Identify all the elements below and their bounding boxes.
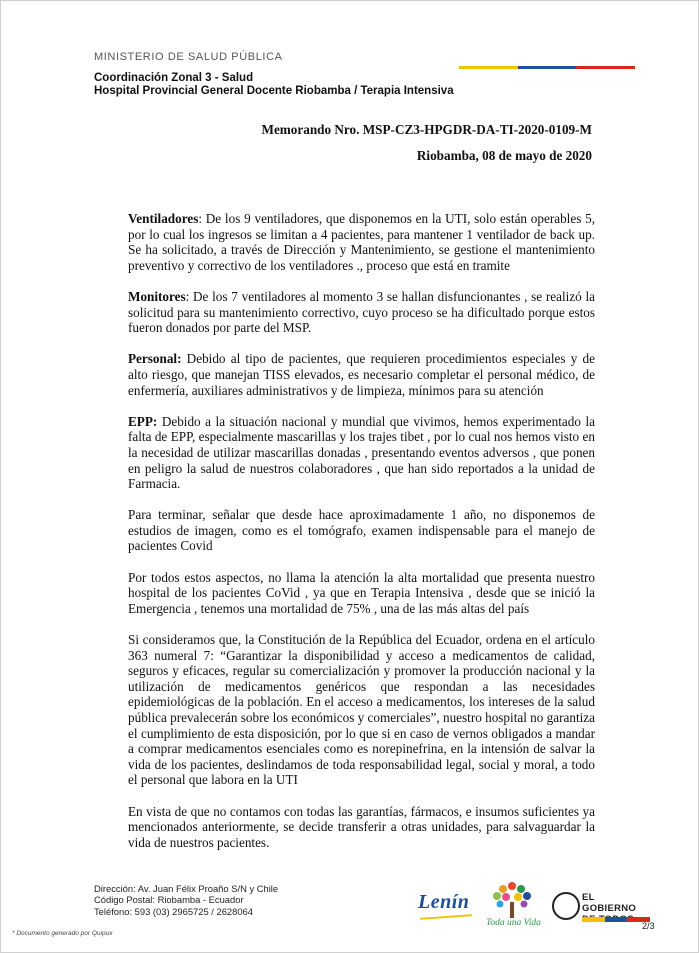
- flag-color-bar: [459, 66, 635, 69]
- memo-body: [128, 211, 595, 866]
- label-personal: Personal:: [128, 351, 182, 367]
- gobierno-emblem-icon: [552, 892, 580, 920]
- page-number: 2/3: [642, 921, 655, 931]
- memo-date: Riobamba, 08 de mayo de 2020: [416, 148, 592, 163]
- gobierno-flag-stripes: [582, 917, 650, 922]
- lenin-logo: Lenín: [418, 891, 470, 913]
- flag-yellow-stripe: [459, 66, 518, 69]
- memo-number: Memorando Nro. MSP-CZ3-HPGDR-DA-TI-2020-0109-M: [261, 122, 592, 137]
- label-monitores: Monitores: [128, 288, 186, 304]
- paragraph-epp: [128, 414, 595, 492]
- gob-blue-stripe: [605, 917, 628, 922]
- generated-by-note: * Documento generado por Quipux: [12, 930, 113, 937]
- label-ventiladores: Ventiladores: [128, 211, 199, 226]
- footer-phone: Teléfono: 593 (03) 2965725 / 2628064: [94, 905, 253, 917]
- footer-postal: Código Postal: Riobamba - Ecuador: [94, 894, 244, 906]
- paragraph-imagen: Para terminar, señalar que desde hace aproximadamente 1 año, no disponemos de estudios de imagen, como es el tomógrafo, examen indispensable para el manejo de pacientes Covid: [128, 507, 595, 554]
- paragraph-personal: [128, 351, 595, 398]
- ministry-name: MINISTERIO DE SALUD PÚBLICA: [94, 51, 283, 63]
- text-monitores: : De los 7 ventiladores al momento 3 se hallan disfuncionantes , se realizó la solicitud para su mantenimiento correctivo, cuyo proceso se ha dificultado porque estos fueron donados por parte del MSP.: [128, 288, 595, 336]
- label-epp: EPP:: [128, 413, 158, 429]
- text-personal: Debido al tipo de pacientes, que requieren procedimientos especiales y de alto riesgo, que manejan TISS elevados, es necesario completar el personal médico, de enfermería, auxiliares administrativos y de limpieza, mínimos para su atención: [128, 351, 595, 398]
- text-epp: Debido a la situación nacional y mundial que vivimos, hemos experimentado la falta de EPP, especialmente mascarillas y los trajes tibet , por lo cual nos hemos visto en la necesidad de utilizar mascarillas donadas , presentando eventos adversos , que ponen en peligro la salud de nuestros colaboradores , que han sido reportados a la unidad de Farmacia.: [128, 413, 595, 492]
- footer-address: Dirección: Av. Juan Félix Proaño S/N y Chile: [94, 883, 279, 894]
- org-line-2: Hospital Provincial General Docente Riobamba / Terapia Intensiva: [94, 85, 454, 97]
- gobierno-line-1: EL GOBIERNO: [582, 892, 637, 914]
- paragraph-mortalidad: Por todos estos aspectos, no llama la atención la alta mortalidad que presenta nuestro hospital de los pacientes CoVid , ya que en Terapia Intensiva , desde que se inició la Emergencia , tenemos una mortalidad de 75% , una de las más altas del país: [128, 569, 595, 616]
- paragraph-monitores: [128, 289, 595, 336]
- org-line-1: Coordinación Zonal 3 - Salud: [94, 72, 254, 84]
- footer-contact: [94, 883, 278, 917]
- paragraph-constitucion: Si consideramos que, la Constitución de la República del Ecuador, ordena en el artículo 363 numeral 7: “Garantizar la disponibilidad y acceso a medicamentos de calidad, seguros y eficaces, regular su comercialización y promover la producción nacional y la utilización de medicamentos genéricos que respondan a las necesidades epidemiológicas de la población. En el acceso a medicamentos, los intereses de la salud pública prevalecerán sobre los económicos y comerciales”, nuestro hospital no garantiza el cumplimiento de esta disposición, por lo que si en caso de vernos obligados a mandar a comprar medicamentos esenciales como es norepinefrina, en la intensión de salvar la vida de los pacientes, deslindamos de toda responsabilidad legal, social y moral, a todo el personal que labora en la UTI: [128, 632, 595, 788]
- gob-yellow-stripe: [582, 917, 605, 922]
- toda-una-vida-logo: Toda una Vida: [486, 918, 541, 928]
- flag-blue-stripe: [518, 66, 577, 69]
- flag-red-stripe: [576, 66, 635, 69]
- paragraph-ventiladores: [128, 211, 595, 273]
- paragraph-conclusion: En vista de que no contamos con todas las garantías, fármacos, e insumos suficientes ya mencionados anteriormente, se decide transferir a otras unidades, para salvaguardar la vida de nuestros pacientes.: [128, 803, 595, 850]
- gobierno-de-todos-logo: [552, 890, 644, 928]
- text-ventiladores: : De los 9 ventiladores, que disponemos en la UTI, solo están operables 5, por lo cual los ingresos se limitan a 4 pacientes, para mantener 1 ventilador de back up. Se ha solicitado, a través de Dirección y Mantenimiento, se gestione el mantenimiento preventivo y correctivo de los ventiladores ., proceso que está en tramite: [128, 211, 595, 273]
